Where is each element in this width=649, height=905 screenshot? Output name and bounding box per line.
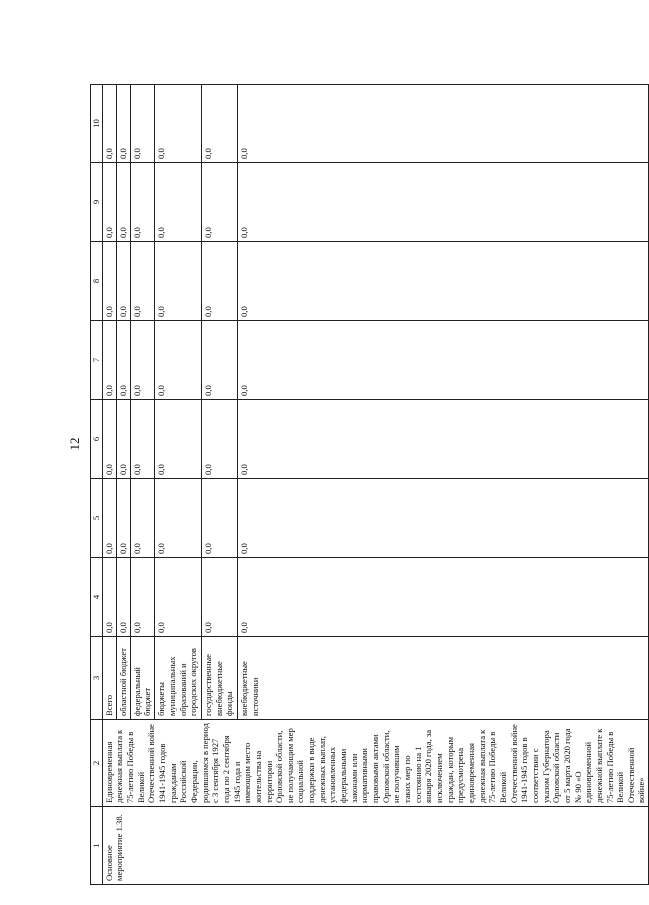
funding-source-label: областной бюджет bbox=[116, 637, 130, 720]
amount-cell: 0,0 bbox=[116, 400, 130, 479]
amount-cell: 0,0 bbox=[155, 85, 202, 163]
amount-cell: 0,0 bbox=[237, 479, 648, 558]
amount-cell: 0,0 bbox=[102, 321, 116, 400]
column-number: 10 bbox=[91, 85, 103, 163]
amount-cell: 0,0 bbox=[202, 321, 238, 400]
column-number: 2 bbox=[91, 720, 103, 807]
amount-cell: 0,0 bbox=[202, 400, 238, 479]
column-number: 7 bbox=[91, 321, 103, 400]
column-number: 4 bbox=[91, 558, 103, 637]
funding-source-label: Всего bbox=[102, 637, 116, 720]
amount-cell: 0,0 bbox=[102, 400, 116, 479]
amount-cell: 0,0 bbox=[116, 321, 130, 400]
column-number: 6 bbox=[91, 400, 103, 479]
amount-cell: 0,0 bbox=[102, 479, 116, 558]
column-number: 5 bbox=[91, 479, 103, 558]
measure-description: Единовременная денежная выплата к 75-летию Победы в Великой Отечественной войне 1941-1945 годов гражданам Российской Федерации, родившимся в период с 3 сентября 1927 года по 2 сентября 1945 года и имеющим место жительства на территории Орловской области, не получающим мер социальной поддержки в виде денежных выплат, установленных федеральными законами или нормативными правовыми актами Орловской области, не получившим таких мер по состоянию на 1 января 2020 года, за исключением граждан, которым предусмотрена единовременная денежная выплата к 75-летию Победы в Великой Отечественной войне 1941-1945 годов в соответствии с указом Губернатора Орловской области от 5 марта 2020 года № 90 «О единовременной денежной выплате к 75-летию Победы в Великой Отечественной войне» bbox=[102, 720, 648, 807]
amount-cell: 0,0 bbox=[102, 242, 116, 321]
amount-cell: 0,0 bbox=[155, 558, 202, 637]
amount-cell: 0,0 bbox=[237, 242, 648, 321]
measure-name: Основное мероприятие 1.38. bbox=[102, 807, 648, 885]
amount-cell: 0,0 bbox=[202, 479, 238, 558]
amount-cell: 0,0 bbox=[130, 242, 155, 321]
amount-cell: 0,0 bbox=[155, 479, 202, 558]
amount-cell: 0,0 bbox=[116, 558, 130, 637]
amount-cell: 0,0 bbox=[130, 558, 155, 637]
amount-cell: 0,0 bbox=[116, 163, 130, 242]
column-number: 8 bbox=[91, 242, 103, 321]
amount-cell: 0,0 bbox=[155, 242, 202, 321]
amount-cell: 0,0 bbox=[202, 85, 238, 163]
amount-cell: 0,0 bbox=[202, 242, 238, 321]
amount-cell: 0,0 bbox=[237, 85, 648, 163]
amount-cell: 0,0 bbox=[102, 558, 116, 637]
budget-table bbox=[90, 84, 649, 885]
amount-cell: 0,0 bbox=[130, 85, 155, 163]
amount-cell: 0,0 bbox=[155, 400, 202, 479]
funding-source-label: федеральный бюджет bbox=[130, 637, 155, 720]
amount-cell: 0,0 bbox=[130, 163, 155, 242]
column-number-row bbox=[91, 85, 103, 885]
column-number: 9 bbox=[91, 163, 103, 242]
funding-source-label: бюджеты муниципальных образований и городских округов bbox=[155, 637, 202, 720]
amount-cell: 0,0 bbox=[237, 163, 648, 242]
amount-cell: 0,0 bbox=[237, 321, 648, 400]
amount-cell: 0,0 bbox=[130, 479, 155, 558]
amount-cell: 0,0 bbox=[116, 85, 130, 163]
amount-cell: 0,0 bbox=[130, 321, 155, 400]
amount-cell: 0,0 bbox=[202, 558, 238, 637]
column-number: 1 bbox=[91, 807, 103, 885]
funding-source-label: внебюджетные источники bbox=[237, 637, 648, 720]
amount-cell: 0,0 bbox=[116, 242, 130, 321]
amount-cell: 0,0 bbox=[102, 85, 116, 163]
rotated-landscape-page bbox=[90, 85, 647, 885]
amount-cell: 0,0 bbox=[102, 163, 116, 242]
amount-cell: 0,0 bbox=[155, 163, 202, 242]
amount-cell: 0,0 bbox=[237, 400, 648, 479]
amount-cell: 0,0 bbox=[116, 479, 130, 558]
funding-source-label: государственные внебюджетные фонды bbox=[202, 637, 238, 720]
column-number: 3 bbox=[91, 637, 103, 720]
amount-cell: 0,0 bbox=[237, 558, 648, 637]
amount-cell: 0,0 bbox=[202, 163, 238, 242]
amount-cell: 0,0 bbox=[130, 400, 155, 479]
page-number: 12 bbox=[67, 437, 82, 451]
source-row bbox=[102, 85, 116, 885]
amount-cell: 0,0 bbox=[155, 321, 202, 400]
